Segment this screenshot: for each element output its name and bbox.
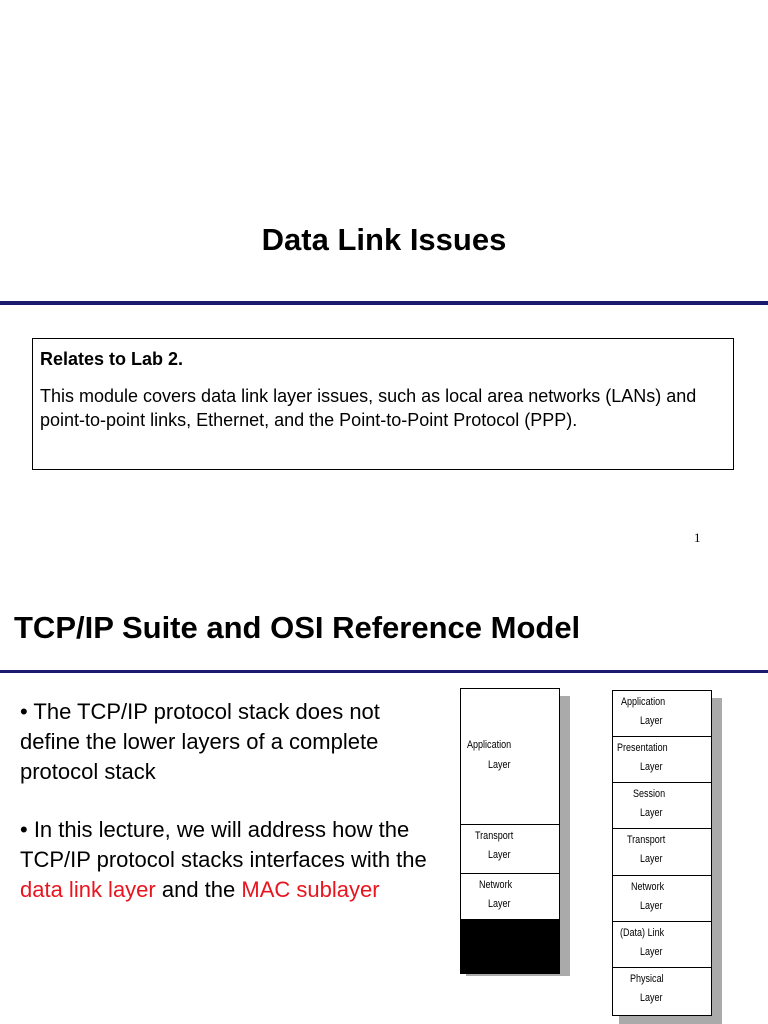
bullet-2-text-mid: and the bbox=[155, 877, 242, 902]
osi-layer-physical bbox=[612, 967, 712, 1016]
bullet-2-text: • In this lecture, we will address how the TCP/IP protocol stacks interfaces with the bbox=[20, 817, 427, 872]
bullet-2-highlight-data-link: data link layer bbox=[20, 877, 156, 902]
tcpip-layer-transport bbox=[460, 824, 560, 874]
summary-box bbox=[32, 338, 734, 470]
slide-title-2: TCP/IP Suite and OSI Reference Model bbox=[14, 610, 581, 645]
osi-layer-network bbox=[612, 875, 712, 922]
layer-name: Transport bbox=[475, 830, 514, 842]
layer-suffix: Layer bbox=[640, 853, 663, 865]
layer-suffix: Layer bbox=[640, 992, 663, 1004]
page-number: 1 bbox=[694, 530, 701, 545]
summary-heading: Relates to Lab 2. bbox=[40, 349, 184, 369]
layer-suffix: Layer bbox=[640, 761, 663, 773]
tcpip-layer-network bbox=[460, 873, 560, 920]
osi-layer-transport bbox=[612, 828, 712, 876]
layer-suffix: Layer bbox=[488, 849, 511, 861]
layer-name: Network bbox=[479, 879, 513, 891]
title-divider bbox=[0, 301, 768, 305]
summary-body: This module covers data link layer issues, such as local area networks (LANs) and point-to-point links, Ethernet, and the Point-to-Point Protocol (PPP). bbox=[40, 386, 697, 430]
layer-suffix: Layer bbox=[640, 900, 663, 912]
layer-name: Application bbox=[621, 696, 666, 708]
layer-name: Physical bbox=[630, 973, 664, 985]
layer-suffix: Layer bbox=[640, 715, 663, 727]
bullet-point-2 bbox=[20, 815, 440, 905]
tcpip-undefined-lower-layers bbox=[460, 919, 560, 974]
osi-layer-session bbox=[612, 782, 712, 829]
tcpip-stack bbox=[460, 688, 560, 974]
layer-name: Session bbox=[633, 788, 666, 800]
osi-layer-presentation bbox=[612, 736, 712, 783]
layer-suffix: Layer bbox=[488, 759, 511, 771]
osi-layer-data-link bbox=[612, 921, 712, 968]
layer-suffix: Layer bbox=[640, 946, 663, 958]
layer-name: Presentation bbox=[617, 742, 668, 754]
slide-title: Data Link Issues bbox=[261, 222, 507, 257]
tcpip-layer-application bbox=[460, 688, 560, 825]
layer-name: Network bbox=[631, 881, 665, 893]
title-divider-2 bbox=[0, 670, 768, 673]
osi-stack bbox=[612, 690, 712, 1020]
layer-name: (Data) Link bbox=[620, 927, 665, 939]
layer-suffix: Layer bbox=[640, 807, 663, 819]
layer-name: Application bbox=[467, 739, 512, 751]
osi-layer-application bbox=[612, 690, 712, 737]
bullet-point-1: • The TCP/IP protocol stack does not define the lower layers of a complete protocol stack bbox=[20, 699, 380, 784]
layer-suffix: Layer bbox=[488, 898, 511, 910]
bullet-2-highlight-mac: MAC sublayer bbox=[241, 877, 380, 902]
layer-name: Transport bbox=[627, 834, 666, 846]
